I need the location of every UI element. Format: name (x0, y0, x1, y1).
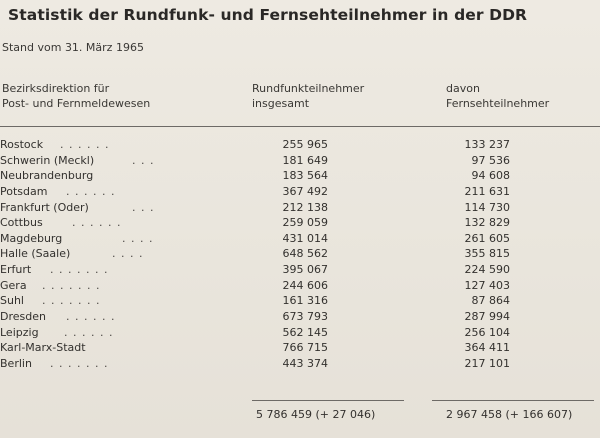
radio-count: 648 562 (282, 247, 328, 261)
table-row (0, 215, 600, 231)
tv-count: 97 536 (471, 153, 510, 167)
radio-count: 259 059 (282, 216, 328, 230)
tv-count: 211 631 (464, 184, 510, 198)
leader-dots: ...... (66, 184, 120, 198)
leader-dots: ....... (50, 356, 113, 370)
leader-dots: ....... (42, 278, 105, 292)
leader-dots: ...... (66, 310, 120, 324)
leader-dots: ...... (64, 325, 118, 339)
column-header-radio-line2: insgesamt (252, 97, 310, 110)
district-name: Gera (0, 278, 27, 292)
tv-count: 87 864 (471, 294, 510, 308)
leader-dots: ....... (50, 263, 113, 277)
tv-count: 364 411 (464, 341, 510, 355)
table-row (0, 153, 600, 169)
leader-dots: .... (122, 231, 158, 245)
radio-count: 181 649 (282, 153, 328, 167)
radio-count: 766 715 (282, 341, 328, 355)
tv-count: 127 403 (464, 278, 510, 292)
column-header-radio-line1: Rundfunkteilnehmer (252, 82, 365, 95)
table-row (0, 340, 600, 356)
column-header-district-line2: Post- und Fernmeldewesen (2, 97, 151, 110)
tv-count: 132 829 (464, 216, 510, 230)
radio-count: 244 606 (282, 278, 328, 292)
radio-count: 395 067 (282, 263, 328, 277)
district-name: Dresden (0, 310, 46, 324)
district-name: Frankfurt (Oder) (0, 200, 89, 214)
table-row (0, 200, 600, 216)
column-header-tv-line1: davon (446, 82, 480, 95)
leader-dots: ... (132, 200, 159, 214)
table-row (0, 137, 600, 153)
radio-count: 673 793 (282, 310, 328, 324)
total-divider-radio (252, 400, 404, 401)
total-radio: 5 786 459 (+ 27 046) (256, 408, 376, 421)
radio-count: 443 374 (282, 356, 328, 370)
total-divider-tv (432, 400, 594, 401)
column-header-radio (252, 81, 364, 111)
tv-count: 261 605 (464, 231, 510, 245)
leader-dots: ... (132, 153, 159, 167)
district-name: Cottbus (0, 216, 43, 230)
table-row (0, 356, 600, 372)
table-row (0, 278, 600, 294)
page-title: Statistik der Rundfunk- und Fernsehteilnehmer in der DDR (8, 6, 528, 24)
column-header-district (2, 81, 150, 111)
radio-count: 183 564 (282, 169, 328, 183)
district-name: Schwerin (Meckl) (0, 153, 95, 167)
header-divider (0, 126, 600, 127)
table-row (0, 168, 600, 184)
district-name: Berlin (0, 356, 32, 370)
column-header-district-line1: Bezirksdirektion für (2, 82, 110, 95)
radio-count: 212 138 (282, 200, 328, 214)
tv-count: 287 994 (464, 310, 510, 324)
table-row (0, 325, 600, 341)
page-subtitle: Stand vom 31. März 1965 (2, 41, 144, 54)
district-name: Magdeburg (0, 231, 63, 245)
leader-dots: .... (112, 247, 148, 261)
tv-count: 217 101 (464, 356, 510, 370)
radio-count: 367 492 (282, 184, 328, 198)
table-row (0, 262, 600, 278)
table-row (0, 293, 600, 309)
district-name: Leipzig (0, 325, 39, 339)
leader-dots: ....... (42, 294, 105, 308)
radio-count: 431 014 (282, 231, 328, 245)
district-name: Suhl (0, 294, 24, 308)
tv-count: 94 608 (471, 169, 510, 183)
district-name: Halle (Saale) (0, 247, 71, 261)
column-header-tv-line2: Fernsehteilnehmer (446, 97, 550, 110)
tv-count: 133 237 (464, 138, 510, 151)
radio-count: 255 965 (282, 138, 328, 151)
tv-count: 114 730 (464, 200, 510, 214)
table-row (0, 309, 600, 325)
tv-count: 355 815 (464, 247, 510, 261)
district-name: Rostock (0, 138, 44, 151)
table-row (0, 184, 600, 200)
table-row (0, 246, 600, 262)
column-header-tv (446, 81, 549, 111)
total-tv: 2 967 458 (+ 166 607) (446, 408, 573, 421)
tv-count: 224 590 (464, 263, 510, 277)
table-body (0, 137, 600, 372)
district-name: Erfurt (0, 263, 32, 277)
leader-dots: ...... (72, 216, 126, 230)
district-name: Karl-Marx-Stadt (0, 341, 86, 355)
leader-dots: ...... (60, 138, 114, 151)
radio-count: 161 316 (282, 294, 328, 308)
district-name: Potsdam (0, 184, 48, 198)
radio-count: 562 145 (282, 325, 328, 339)
table-row (0, 231, 600, 247)
district-name: Neubrandenburg (0, 169, 94, 183)
tv-count: 256 104 (464, 325, 510, 339)
